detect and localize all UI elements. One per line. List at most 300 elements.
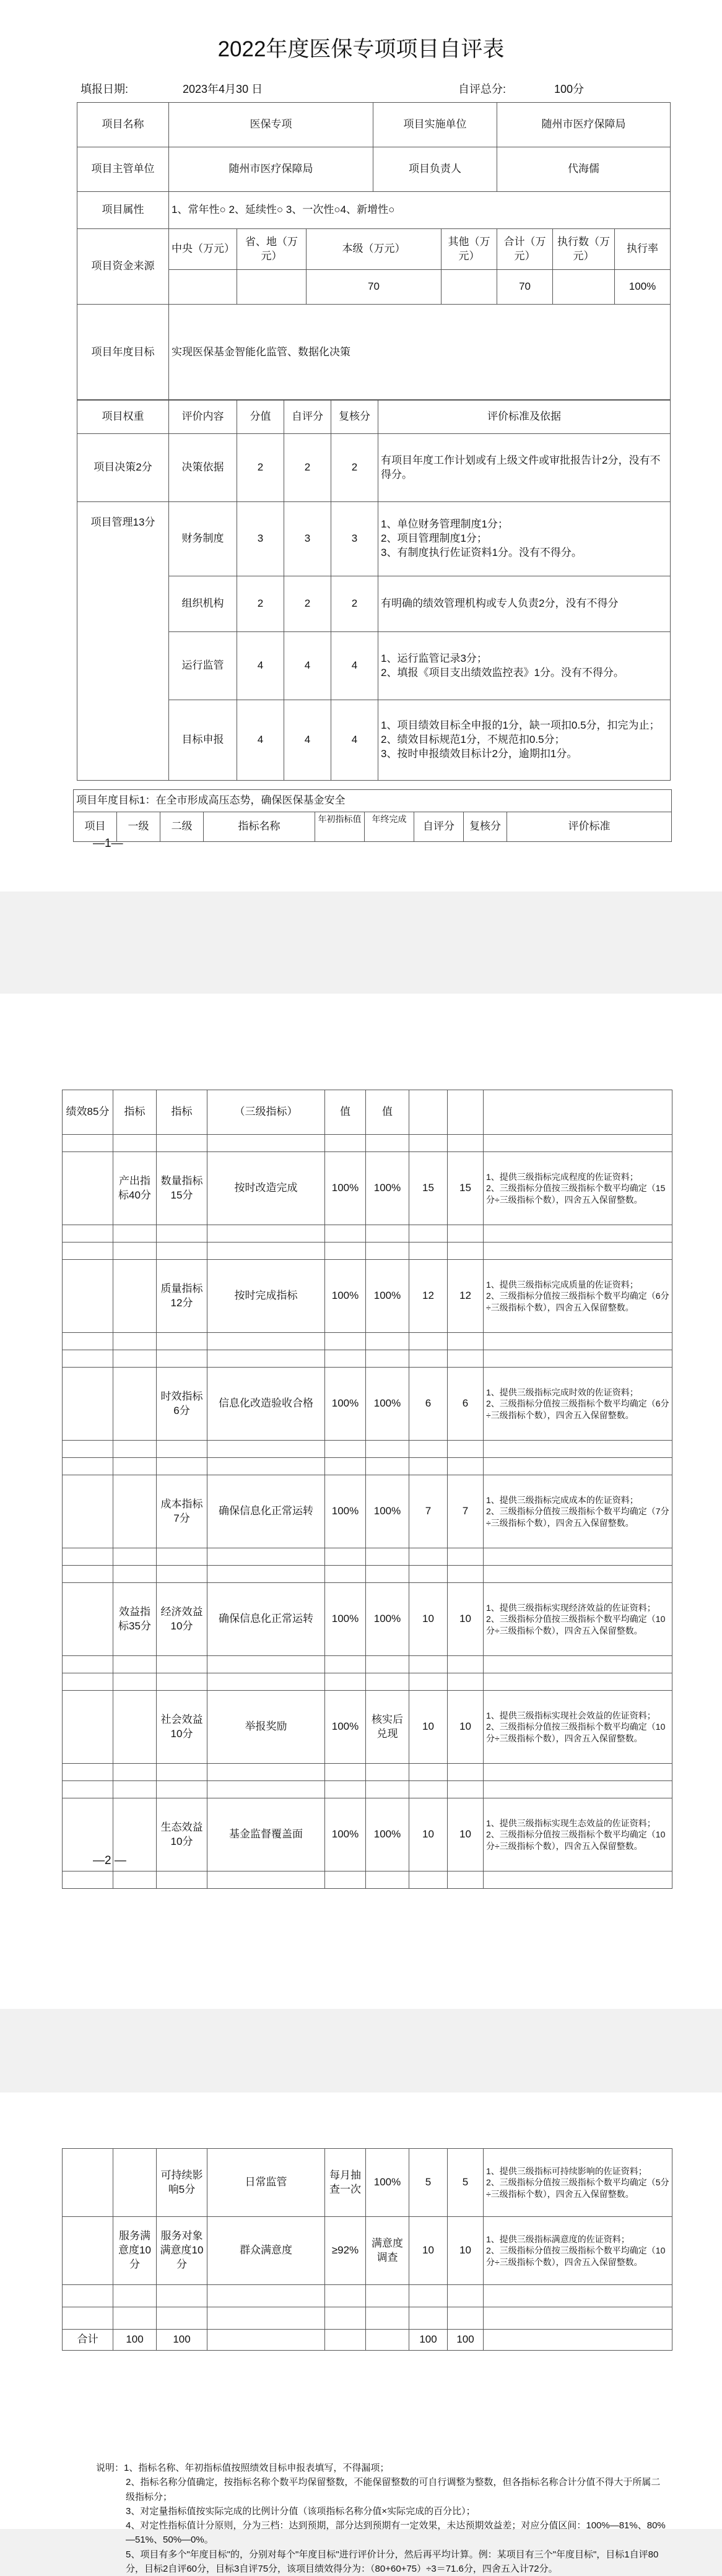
empty-cell [63,1566,113,1583]
empty-cell [113,1333,157,1350]
review-score: 10 [448,2217,484,2285]
empty-cell [113,1135,157,1152]
table-row [63,1368,672,1441]
indicator-name: 确保信息化正常运转 [207,1583,325,1656]
empty-cell [207,1673,325,1691]
empty-cell [63,1333,113,1350]
level1-indicator: 产出指标40分 [113,1152,157,1225]
level1-indicator [113,2149,157,2217]
empty-cell [484,1350,672,1368]
blank-row [63,1441,672,1458]
empty-cell [63,1691,113,1764]
eval-standard: 1、提供三级指标满意度的佐证资料； 2、三级指标分值按三级指标个数平均确定（10分÷三级指标个数），四舍五入保留整数。 [484,2217,672,2285]
owner-label: 项目主管单位 [77,147,169,192]
empty-cell [409,2285,448,2307]
review-score: 15 [448,1152,484,1225]
empty-cell [63,1548,113,1566]
empty-cell [325,2330,366,2351]
empty-cell [207,1764,325,1781]
table-row [63,1475,672,1548]
fund-val [441,270,497,305]
indicator-name: 按时完成指标 [207,1260,325,1333]
empty-cell [325,1566,366,1583]
empty-cell [448,1764,484,1781]
blank-row [63,1458,672,1475]
empty-cell [63,1781,113,1798]
page-number: —1— [93,837,123,851]
level1-indicator: 服务满意度10分 [113,2217,157,2285]
blank-row [63,1781,672,1798]
empty-cell [325,1458,366,1475]
empty-cell [63,2307,113,2330]
final-value: 100% [366,1260,409,1333]
empty-cell [63,1656,113,1673]
level1-indicator [113,1368,157,1441]
initial-value: 100% [325,1691,366,1764]
blank-row [63,1656,672,1673]
empty-cell [484,1781,672,1798]
perf-head: 项目 [74,812,117,842]
empty-cell [448,1566,484,1583]
col-head: （三级指标） [207,1090,325,1135]
empty-cell [157,1548,207,1566]
empty-cell [113,1458,157,1475]
project-name: 医保专项 [169,103,373,147]
perf-head-table [73,789,672,842]
fund-val: 70 [307,270,441,305]
empty-cell [366,1673,409,1691]
level1-indicator: 效益指标35分 [113,1583,157,1656]
empty-cell [366,1350,409,1368]
initial-value: 每月抽查一次 [325,2149,366,2217]
empty-cell [113,2285,157,2307]
empty-cell [157,1350,207,1368]
eval-head: 复核分 [331,400,378,434]
empty-cell [484,2330,672,2351]
indicator-name: 举报奖励 [207,1691,325,1764]
empty-cell [409,1673,448,1691]
empty-cell [484,1333,672,1350]
empty-cell [484,1673,672,1691]
eval-standard: 1、提供三级指标可持续影响的佐证资料； 2、三级指标分值按三级指标个数平均确定（5分÷三级指标个数），四舍五入保留整数。 [484,2149,672,2217]
eval-self: 4 [284,632,331,700]
eval-score: 4 [237,700,284,781]
empty-cell [484,1242,672,1260]
eval-review: 4 [331,632,378,700]
table-row [63,1152,672,1225]
table-row [63,1691,672,1764]
empty-cell [448,1135,484,1152]
eval-group: 项目管理13分 [77,502,169,781]
info-table [77,102,671,401]
page-1 [0,0,722,891]
initial-value: 100% [325,1798,366,1871]
blank-row [63,1242,672,1260]
empty-cell [157,2285,207,2307]
eval-review: 3 [331,502,378,576]
total-review-score: 100 [448,2330,484,2351]
fund-label: 项目资金来源 [77,229,169,305]
fund-col: 省、地（万元） [237,229,307,270]
impl-label: 项目实施单位 [373,103,497,147]
empty-cell [409,1458,448,1475]
empty-cell [366,2330,409,2351]
empty-cell [325,1350,366,1368]
initial-value: 100% [325,1583,366,1656]
eval-review: 2 [331,576,378,632]
empty-cell [63,1152,113,1225]
empty-cell [63,1260,113,1333]
indicator-name: 确保信息化正常运转 [207,1475,325,1548]
table-row [63,1583,672,1656]
level1-indicator [113,1260,157,1333]
indicator-name: 日常监管 [207,2149,325,2217]
empty-cell [448,1673,484,1691]
empty-cell [113,1566,157,1583]
blank-row [63,1135,672,1152]
fund-col: 执行率 [615,229,671,270]
empty-cell [63,1583,113,1656]
empty-cell [448,1225,484,1242]
self-score: 12 [409,1260,448,1333]
empty-cell [409,1656,448,1673]
empty-cell [63,1350,113,1368]
empty-cell [484,1458,672,1475]
total-value: 100 [157,2330,207,2351]
table-row [63,2149,672,2217]
empty-cell [113,1548,157,1566]
empty-cell [63,1475,113,1548]
empty-cell [366,1548,409,1566]
owner-unit: 随州市医疗保障局 [169,147,373,192]
empty-cell [409,1090,448,1135]
empty-cell [325,1871,366,1889]
eval-std: 1、运行监管记录3分； 2、填报《项目支出绩效监控表》1分。没有不得分。 [378,632,671,700]
attr-value: 1、常年性○ 2、延续性○ 3、一次性○4、新增性○ [169,192,671,229]
note-line: 2、指标名称分值确定，按指标名称个数平均保留整数，不能保留整数的可自行调整为整数，但各指标名称合计分值不得大于所属二级指标分； [96,2475,666,2504]
empty-cell [409,1764,448,1781]
empty-cell [325,1548,366,1566]
blank-row [63,1673,672,1691]
col-head: 值 [325,1090,366,1135]
leader-name: 代海儒 [497,147,671,192]
note-line: 5、项目有多个"年度目标"的，分别对每个"年度目标"进行评价计分，然后再平均计算。例：某项目有三个"年度目标"，目标1自评80分，目标2自评60分，目标3自评75分，该项目绩效得分为：（80+60+75）÷3＝71.6分，四舍五入计72分。 [96,2548,666,2576]
empty-cell [157,1242,207,1260]
empty-cell [325,1781,366,1798]
empty-cell [484,1548,672,1566]
initial-value: 100% [325,1260,366,1333]
empty-cell [484,1566,672,1583]
level2-indicator: 时效指标6分 [157,1368,207,1441]
self-score: 10 [409,1691,448,1764]
blank-row [63,1225,672,1242]
empty-cell [207,1441,325,1458]
review-score: 12 [448,1260,484,1333]
eval-head: 自评分 [284,400,331,434]
eval-content: 运行监管 [169,632,237,700]
empty-cell [448,2285,484,2307]
empty-cell [448,1090,484,1135]
eval-head: 项目权重 [77,400,169,434]
level2-indicator: 质量指标12分 [157,1260,207,1333]
empty-cell [366,1764,409,1781]
blank-row [63,1350,672,1368]
self-score: 10 [409,1583,448,1656]
blank-row [63,1333,672,1350]
eval-self: 4 [284,700,331,781]
fund-col: 合计（万元） [497,229,553,270]
level2-indicator: 服务对象满意度10分 [157,2217,207,2285]
empty-cell [207,2307,325,2330]
self-score: 10 [409,1798,448,1871]
empty-cell [448,1333,484,1350]
level1-indicator [113,1691,157,1764]
review-score: 7 [448,1475,484,1548]
eval-self: 3 [284,502,331,576]
note-line: 说明：1、指标名称、年初指标值按照绩效目标申报表填写，不得漏项； [96,2461,666,2475]
empty-cell [157,1441,207,1458]
empty-cell [113,1764,157,1781]
eval-self: 2 [284,434,331,502]
perf-head: 一级 [117,812,160,842]
fund-col: 中央（万元） [169,229,237,270]
goal1-row: 项目年度目标1：在全市形成高压态势，确保医保基金安全 [74,790,672,812]
empty-cell [113,1242,157,1260]
level2-indicator: 可持续影响5分 [157,2149,207,2217]
empty-cell [325,1764,366,1781]
empty-cell [484,1871,672,1889]
empty-cell [366,1656,409,1673]
empty-cell [113,1441,157,1458]
empty-cell [207,1225,325,1242]
blank-row [63,1548,672,1566]
eval-content: 组织机构 [169,576,237,632]
empty-cell [409,1871,448,1889]
empty-cell [325,1242,366,1260]
level2-indicator: 经济效益10分 [157,1583,207,1656]
review-score: 10 [448,1583,484,1656]
empty-cell [448,1656,484,1673]
empty-cell [448,2307,484,2330]
level2-indicator: 成本指标7分 [157,1475,207,1548]
empty-cell [448,1441,484,1458]
perf-head: 年初指标值 [315,812,365,842]
review-score: 6 [448,1368,484,1441]
empty-cell [366,2285,409,2307]
eval-standard: 1、提供三级指标完成时效的佐证资料； 2、三级指标分值按三级指标个数平均确定（6分÷三级指标个数），四舍五入保留整数。 [484,1368,672,1441]
final-value: 100% [366,1475,409,1548]
level2-indicator: 社会效益10分 [157,1691,207,1764]
empty-cell [366,1871,409,1889]
empty-cell [157,1225,207,1242]
empty-cell [113,1225,157,1242]
empty-cell [113,1656,157,1673]
page-2 [0,994,722,2009]
goal-value: 实现医保基金智能化监管、数据化决策 [169,305,671,401]
page-3 [0,2092,722,2529]
empty-cell [157,1656,207,1673]
notes [96,2461,666,2576]
col-head: 指标 [113,1090,157,1135]
fund-val [169,270,237,305]
attr-label: 项目属性 [77,192,169,229]
note-line: 3、对定量指标值按实际完成的比例计分值（该项指标名称分值×实际完成的百分比）； [96,2504,666,2518]
empty-cell [409,1242,448,1260]
eval-head: 分值 [237,400,284,434]
empty-cell [63,1764,113,1781]
indicator-name: 群众满意度 [207,2217,325,2285]
fund-val: 70 [497,270,553,305]
fund-val [553,270,615,305]
eval-std: 1、单位财务管理制度1分； 2、项目管理制度1分； 3、有制度执行佐证资料1分。没有不得分。 [378,502,671,576]
empty-cell [207,1350,325,1368]
empty-cell [409,1225,448,1242]
perf-table-2 [62,1090,672,1889]
eval-review: 4 [331,700,378,781]
empty-cell [207,2330,325,2351]
fill-date: 2023年4月30 日 [183,80,263,97]
self-score-label: 自评总分: [458,80,506,97]
fund-val: 100% [615,270,671,305]
empty-cell [366,1242,409,1260]
empty-cell [63,2217,113,2285]
empty-cell [448,1548,484,1566]
eval-score: 2 [237,576,284,632]
empty-cell [113,1781,157,1798]
empty-cell [325,2307,366,2330]
review-score: 10 [448,1798,484,1871]
empty-cell [63,1871,113,1889]
empty-cell [325,1225,366,1242]
empty-cell [207,1548,325,1566]
eval-standard: 1、提供三级指标完成成本的佐证资料； 2、三级指标分值按三级指标个数平均确定（7分÷三级指标个数），四舍五入保留整数。 [484,1475,672,1548]
empty-cell [113,1673,157,1691]
table-row [63,2217,672,2285]
empty-cell [207,1242,325,1260]
perf-head: 评价标准 [507,812,672,842]
level2-indicator: 生态效益10分 [157,1798,207,1871]
eval-score: 3 [237,502,284,576]
empty-cell [366,1333,409,1350]
empty-cell [325,1656,366,1673]
empty-cell [409,1135,448,1152]
indicator-name: 按时改造完成 [207,1152,325,1225]
empty-cell [63,1135,113,1152]
empty-cell [409,1548,448,1566]
initial-value: 100% [325,1152,366,1225]
perf-table-3 [62,2148,672,2351]
note-line: 4、对定性指标值计分原则，分为三档：达到预期，部分达到预期有一定效果，未达预期效益差；对应分值区间：100%—81%、80%—51%、50%—0%。 [96,2518,666,2548]
empty-cell [325,2285,366,2307]
final-value: 100% [366,2149,409,2217]
final-value: 核实后兑现 [366,1691,409,1764]
empty-cell [366,1566,409,1583]
empty-cell [63,1458,113,1475]
empty-cell [366,1441,409,1458]
final-value: 100% [366,1152,409,1225]
eval-std: 有项目年度工作计划或有上级文件或审批报告计2分，没有不得分。 [378,434,671,502]
empty-cell [409,1350,448,1368]
blank-row [63,1871,672,1889]
empty-cell [63,1368,113,1441]
level2-indicator: 数量指标15分 [157,1152,207,1225]
empty-cell [157,1135,207,1152]
col-head: 值 [366,1090,409,1135]
col-head: 指标 [157,1090,207,1135]
eval-content: 财务制度 [169,502,237,576]
eval-score: 4 [237,632,284,700]
final-value: 100% [366,1798,409,1871]
empty-cell [207,1135,325,1152]
total-self-score: 100 [409,2330,448,2351]
perf-head: 年终完成 [365,812,414,842]
page-title: 2022年度医保专项项目自评表 [0,32,722,63]
eval-standard: 1、提供三级指标完成质量的佐证资料； 2、三级指标分值按三级指标个数平均确定（6分÷三级指标个数），四舍五入保留整数。 [484,1260,672,1333]
empty-cell [63,1225,113,1242]
empty-cell [63,2149,113,2217]
empty-cell [484,2285,672,2307]
empty-cell [366,1458,409,1475]
empty-cell [484,1090,672,1135]
empty-cell [157,1566,207,1583]
total-label: 合计 [63,2330,113,2351]
empty-cell [366,1135,409,1152]
table-row [63,1260,672,1333]
empty-cell [207,1333,325,1350]
indicator-name: 基金监督覆盖面 [207,1798,325,1871]
empty-cell [113,1350,157,1368]
indicator-name: 信息化改造验收合格 [207,1368,325,1441]
final-value: 100% [366,1368,409,1441]
fill-date-label: 填报日期: [80,80,128,97]
blank-row [63,1764,672,1781]
eval-standard: 1、提供三级指标实现生态效益的佐证资料； 2、三级指标分值按三级指标个数平均确定（10分÷三级指标个数），四舍五入保留整数。 [484,1798,672,1871]
initial-value: 100% [325,1368,366,1441]
empty-cell [484,1225,672,1242]
empty-cell [325,1673,366,1691]
eval-content: 目标申报 [169,700,237,781]
empty-cell [157,1673,207,1691]
self-score: 10 [409,2217,448,2285]
impl-unit: 随州市医疗保障局 [497,103,671,147]
perf-head: 复核分 [464,812,507,842]
empty-cell [448,1242,484,1260]
eval-score: 2 [237,434,284,502]
eval-table [77,399,671,781]
empty-cell [325,1441,366,1458]
empty-cell [409,1441,448,1458]
blank-row [63,1566,672,1583]
review-score: 5 [448,2149,484,2217]
blank-row [63,2307,672,2330]
blank-row [63,2285,672,2307]
perf-head: 指标名称 [204,812,315,842]
empty-cell [484,1135,672,1152]
empty-cell [207,1871,325,1889]
empty-cell [484,2307,672,2330]
review-score: 10 [448,1691,484,1764]
empty-cell [207,1656,325,1673]
empty-cell [157,1333,207,1350]
empty-cell [207,1781,325,1798]
empty-cell [366,1781,409,1798]
leader-label: 项目负责人 [373,147,497,192]
initial-value: ≥92% [325,2217,366,2285]
empty-cell [409,1333,448,1350]
eval-standard: 1、提供三级指标实现社会效益的佐证资料； 2、三级指标分值按三级指标个数平均确定（10分÷三级指标个数），四舍五入保留整数。 [484,1691,672,1764]
name-label: 项目名称 [77,103,169,147]
empty-cell [157,1764,207,1781]
